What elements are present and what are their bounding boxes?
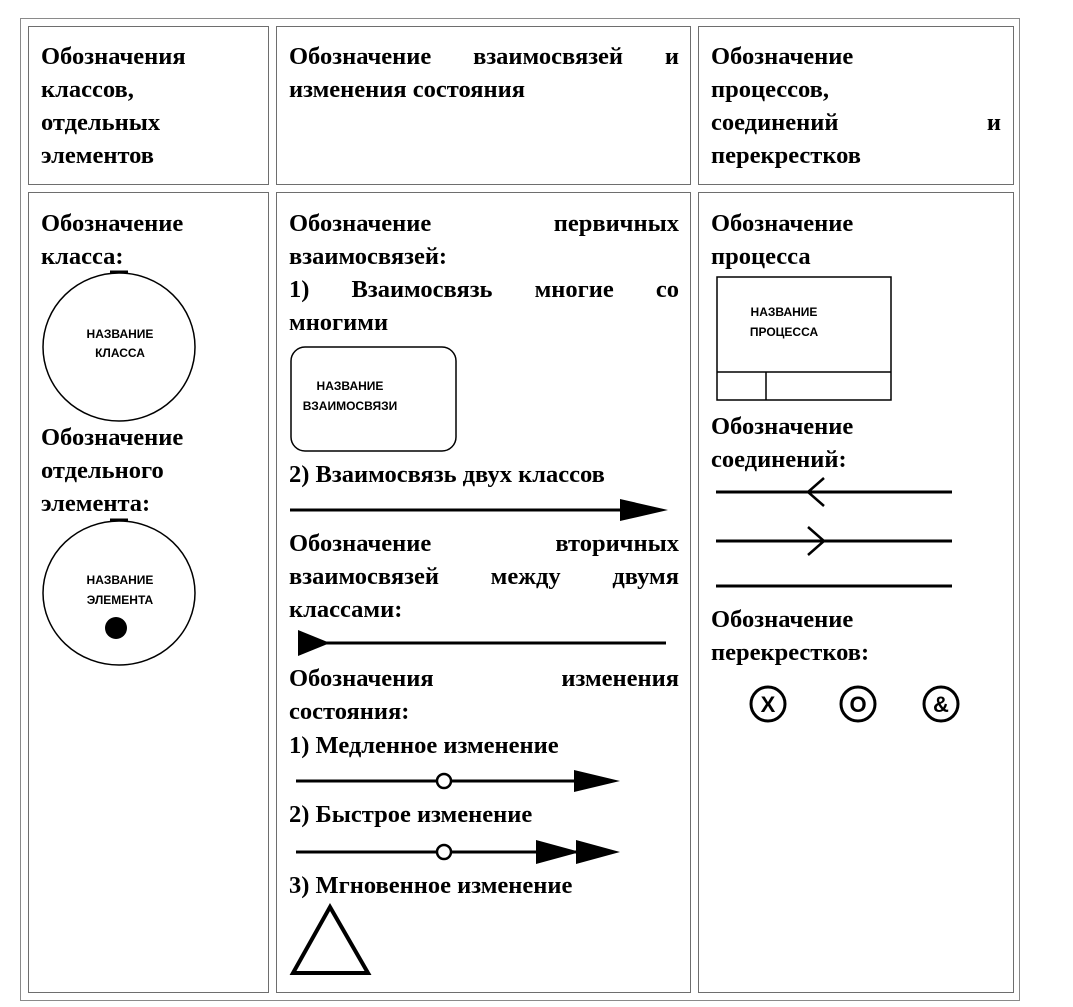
state-change-title: Обозначения изменения состояния: [289, 665, 679, 725]
relation-label-line1: НАЗВАНИЕ [316, 379, 384, 393]
connection-incoming [716, 478, 952, 506]
element-symbol [40, 514, 200, 669]
process-label-line2: ПРОЦЕССА [749, 325, 819, 339]
secondary-relations-title: Обозначение вторичных взаимосвязей между двумя классами: [289, 530, 679, 623]
primary-relations-word-right: первичных [553, 210, 679, 237]
element-dot [105, 617, 127, 639]
state-node [437, 774, 451, 788]
state-node [437, 845, 451, 859]
primary-relations-title: Обозначение взаимосвязей: 1) Взаимосвязь многие со многими [289, 210, 679, 336]
class-label-line1: НАЗВАНИЕ [86, 327, 154, 341]
class-label-line2: КЛАССА [95, 346, 145, 360]
slow-change-label: 1) Медленное изменение [289, 732, 559, 759]
header-relations: Обозначение взаимосвязей и изменения состояния [289, 43, 679, 103]
element-label-line1: НАЗВАНИЕ [86, 573, 154, 587]
process-title: Обозначение процесса [711, 210, 854, 270]
element-label-line2: ЭЛЕМЕНТА [86, 593, 154, 607]
crossing-or-symbol [841, 687, 875, 721]
secondary-relation-arrow [298, 626, 670, 660]
fast-change-symbol [296, 834, 626, 870]
two-classes-label: 2) Взаимосвязь двух классов [289, 461, 605, 488]
class-title: Обозначение класса: [41, 210, 184, 270]
crossing-amp-symbol [924, 687, 958, 721]
arrowhead [574, 770, 620, 792]
instant-change-triangle [290, 903, 372, 977]
crossing-and-symbol [751, 687, 785, 721]
process-symbol [716, 276, 894, 404]
crossing-x: X [760, 692, 776, 717]
crossings-title: Обозначение перекрестков: [711, 606, 870, 666]
crossing-amp: & [933, 692, 949, 717]
process-label-line1: НАЗВАНИЕ [750, 305, 818, 319]
connections-symbols [716, 474, 956, 594]
slow-change-symbol [296, 764, 626, 798]
header-classes: Обозначения классов, отдельных элементов [41, 43, 186, 169]
fast-change-label: 2) Быстрое изменение [289, 801, 533, 828]
crossing-symbols [748, 684, 968, 728]
relation-box-symbol [290, 346, 458, 454]
two-classes-arrow [290, 494, 670, 526]
crossing-o: O [849, 692, 867, 717]
connection-outgoing [716, 527, 952, 555]
instant-change-label: 3) Мгновенное изменение [289, 872, 573, 899]
relation-label-line2: ВЗАИМОСВЯЗИ [302, 399, 398, 413]
arrowhead [620, 499, 668, 521]
connections-title: Обозначение соединений: [711, 413, 854, 473]
arrowhead-2 [576, 840, 620, 864]
header-processes: Обозначение процессов, соединений и перекрестков [711, 43, 1001, 169]
arrowhead-1 [536, 840, 580, 864]
element-title: Обозначение отдельного элемента: [41, 424, 184, 517]
class-symbol [40, 268, 200, 418]
